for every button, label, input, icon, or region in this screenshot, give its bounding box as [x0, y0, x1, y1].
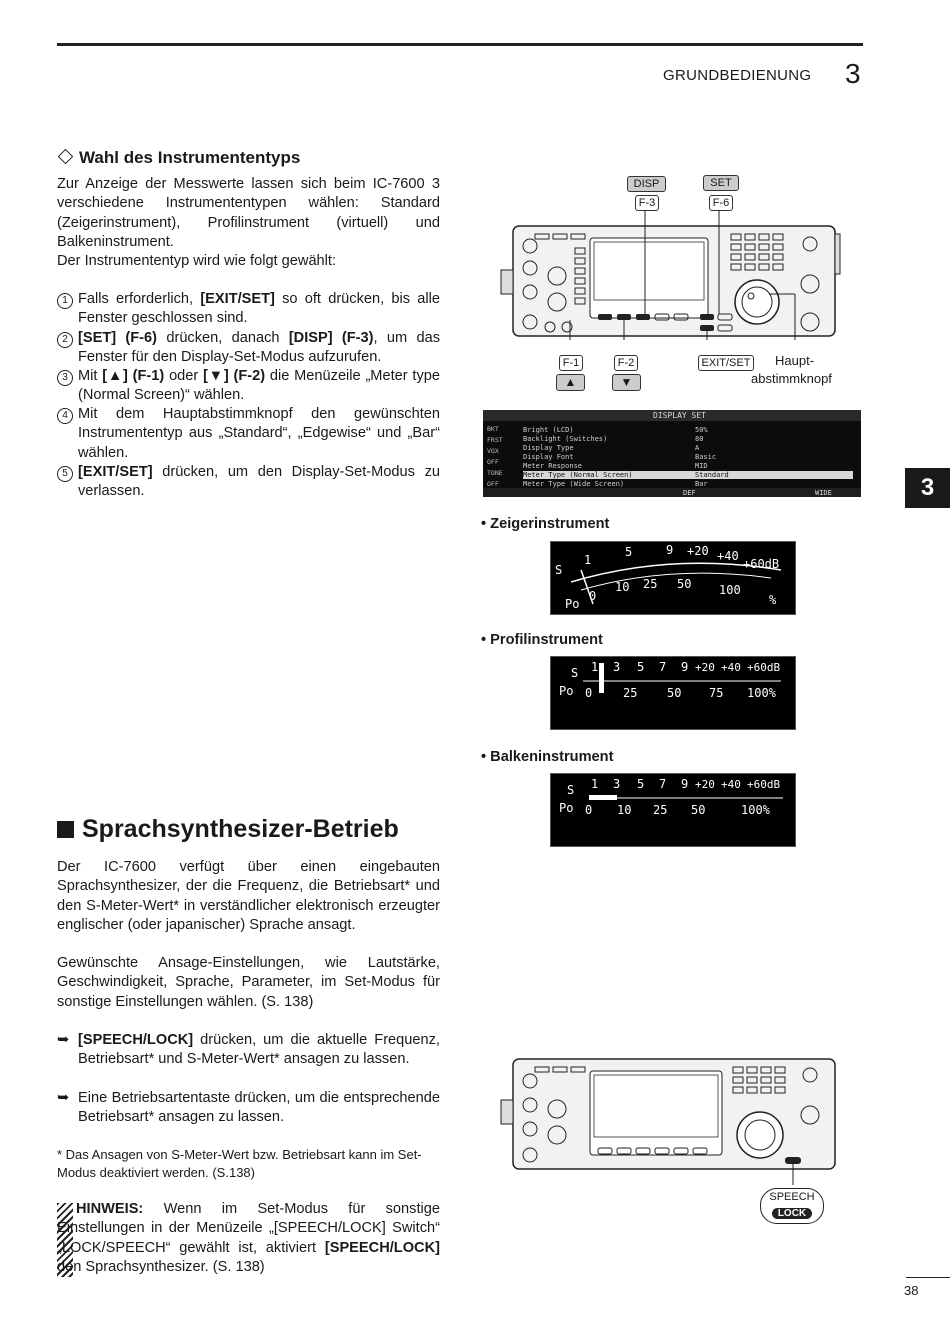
- intro-paragraph: Zur Anzeige der Messwerte lassen sich beim IC-7600 3 verschiedene Instrumententypen wählen: Standard (Zeigerinstrument), Profilinstrument (virtuell) und Balkeninstrument.: [57, 176, 440, 250]
- chapter-number: 3: [845, 58, 861, 89]
- section-title: Sprachsynthesizer-Betrieb: [57, 815, 399, 844]
- svg-text:50: 50: [677, 577, 692, 591]
- square-marker-icon: [57, 821, 74, 838]
- svg-text:9: 9: [666, 543, 674, 557]
- svg-text:25: 25: [643, 577, 658, 591]
- svg-text:9: 9: [681, 777, 689, 791]
- standard-meter-display: [550, 541, 796, 615]
- svg-text:25: 25: [623, 686, 638, 700]
- lcd-footer-wide: WIDE: [815, 489, 832, 497]
- lcd-side-labels: BKT FRST VOX OFF TONE OFF: [487, 425, 503, 488]
- svg-text:7: 7: [659, 660, 667, 674]
- svg-text:5: 5: [637, 777, 645, 791]
- svg-text:9: 9: [681, 660, 689, 674]
- step-5: 5 [EXIT/SET] drücken, um den Display-Set-Modus zu verlassen.: [57, 463, 440, 502]
- svg-text:25: 25: [653, 803, 668, 817]
- svg-text:+60dB: +60dB: [747, 778, 781, 791]
- f2-label: F-2: [614, 355, 638, 371]
- standard-meter-label: • Zeigerinstrument: [481, 516, 610, 532]
- svg-text:+60dB: +60dB: [743, 557, 780, 571]
- arrow-icon: ➥: [57, 1090, 70, 1106]
- footnote: * Das Ansagen von S-Meter-Wert bzw. Betriebsart kann im Set-Modus deaktiviert werden. (S.138): [57, 1147, 422, 1180]
- f1-label: F-1: [559, 355, 583, 371]
- svg-text:Po: Po: [559, 801, 574, 815]
- svg-text:7: 7: [659, 777, 667, 791]
- svg-text:0: 0: [585, 686, 593, 700]
- svg-text:3: 3: [613, 777, 621, 791]
- lcd-menu-row: Display Type A: [523, 444, 700, 452]
- step-1: 1 Falls erforderlich, [EXIT/SET] so oft drücken, bis alle Fenster geschlossen sind.: [57, 290, 440, 329]
- svg-text:+40: +40: [721, 778, 741, 791]
- f3-label: F-3: [635, 195, 659, 211]
- step-3: 3 Mit [▲] (F-1) oder [▼] (F-2) die Menüzeile „Meter type (Normal Screen)“ wählen.: [57, 367, 440, 406]
- subsection-title: Wahl des Instrumententyps: [60, 148, 300, 168]
- svg-text:10: 10: [615, 580, 630, 594]
- display-set-screen: [483, 410, 861, 497]
- lcd-menu-row: Backlight (Switches) 80: [523, 435, 704, 443]
- svg-text:1: 1: [584, 553, 592, 567]
- edgewise-meter-display: [550, 656, 796, 730]
- exit-set-label: EXIT/SET: [698, 355, 754, 371]
- page-number: 38: [904, 1283, 919, 1298]
- speech-lock-key-label: SPEECH LOCK: [760, 1188, 824, 1224]
- svg-text:+40: +40: [721, 661, 741, 674]
- svg-text:S: S: [567, 783, 575, 797]
- svg-text:3: 3: [613, 660, 621, 674]
- lcd-menu-row: Display Font Basic: [523, 453, 717, 461]
- step-4: 4 Mit dem Hauptabstimmknopf den gewünschten Instrumententyp aus „Standard“, „Edgewise“ und „Bar“ wählen.: [57, 405, 440, 463]
- step-2: 2 [SET] (F-6) drücken, danach [DISP] (F-3), um das Fenster für den Display-Set-Modus aufzurufen.: [57, 329, 440, 368]
- svg-text:1: 1: [591, 777, 599, 791]
- svg-text:+60dB: +60dB: [747, 661, 781, 674]
- radio-front-panel-illustration: [495, 210, 845, 340]
- down-arrow-icon: ▼: [612, 374, 641, 391]
- lcd-menu-row: Meter Type (Normal Screen) Standard: [523, 471, 853, 479]
- svg-text:+20: +20: [695, 661, 715, 674]
- svg-text:0: 0: [585, 803, 593, 817]
- svg-text:100%: 100%: [747, 686, 776, 700]
- svg-text:S: S: [555, 563, 563, 577]
- diamond-icon: [58, 149, 74, 165]
- svg-text:+20: +20: [695, 778, 715, 791]
- header-rule: [57, 43, 863, 46]
- svg-text:%: %: [769, 593, 777, 607]
- svg-text:+40: +40: [717, 549, 739, 563]
- svg-text:50: 50: [691, 803, 706, 817]
- edgewise-meter-label: • Profilinstrument: [481, 632, 603, 648]
- lcd-menu-row: Meter Type (Wide Screen) Bar: [523, 480, 708, 488]
- f6-label: F-6: [709, 195, 733, 211]
- hinweis-note: HINWEIS: Wenn im Set-Modus für sonstige Einstellungen in der Menüzeile „[SPEECH/LOCK] Switch“ „LOCK/SPEECH“ gewählt ist, aktiviert [SPEECH/LOCK] den Sprachsynthesizer. (S. 138): [57, 1201, 440, 1275]
- svg-text:100: 100: [719, 583, 741, 597]
- arrow-icon: ➥: [57, 1032, 70, 1048]
- svg-text:75: 75: [709, 686, 724, 700]
- bar-meter-label: • Balkeninstrument: [481, 749, 614, 765]
- section-header: GRUNDBEDIENUNG: [663, 67, 812, 84]
- svg-text:1: 1: [591, 660, 599, 674]
- speech-arrow-item-2: ➥ Eine Betriebsartentaste drücken, um die entsprechende Betriebsart* ansagen zu lassen.: [57, 1090, 440, 1126]
- footer-rule: [906, 1277, 950, 1278]
- set-key-label: SET: [703, 175, 739, 191]
- bar-meter-display: [550, 773, 796, 847]
- lcd-footer-def: DEF: [683, 489, 696, 497]
- svg-text:100%: 100%: [741, 803, 770, 817]
- lcd-menu-row: Meter Response MID: [523, 462, 708, 470]
- svg-text:S: S: [571, 666, 579, 680]
- svg-text:+20: +20: [687, 544, 709, 558]
- lcd-menu-row: Bright (LCD) 50%: [523, 426, 708, 434]
- intro-sentence: Der Instrumententyp wird wie folgt gewählt:: [57, 253, 337, 269]
- lcd-title-bar: DISPLAY SET: [483, 410, 861, 421]
- speech-paragraph-2: Gewünschte Ansage-Einstellungen, wie Lautstärke, Geschwindigkeit, Sprache, Parameter, im Set-Modus für sonstige Einstellungen wählen. (S. 138): [57, 955, 440, 1010]
- speech-arrow-item-1: ➥ [SPEECH/LOCK] drücken, um die aktuelle Frequenz, Betriebsart* und S-Meter-Wert* ansagen zu lassen.: [57, 1032, 440, 1068]
- svg-text:0: 0: [589, 589, 597, 603]
- svg-text:50: 50: [667, 686, 682, 700]
- svg-text:5: 5: [625, 545, 633, 559]
- main-dial-label-1: Haupt-: [775, 353, 815, 368]
- up-arrow-icon: ▲: [556, 374, 585, 391]
- svg-text:5: 5: [637, 660, 645, 674]
- chapter-tab: 3: [905, 468, 950, 508]
- speech-paragraph-1: Der IC-7600 verfügt über einen eingebauten Sprachsynthesizer, der die Frequenz, die Betriebsart* und den S-Meter-Wert* in verständlicher elektronisch erzeugter englischer (oder japanischer) Sprache ansagt.: [57, 859, 440, 933]
- svg-text:10: 10: [617, 803, 632, 817]
- svg-text:Po: Po: [559, 684, 574, 698]
- main-dial-label-2: abstimmknopf: [751, 371, 832, 386]
- svg-text:Po: Po: [565, 597, 580, 611]
- disp-key-label: DISP: [627, 176, 666, 192]
